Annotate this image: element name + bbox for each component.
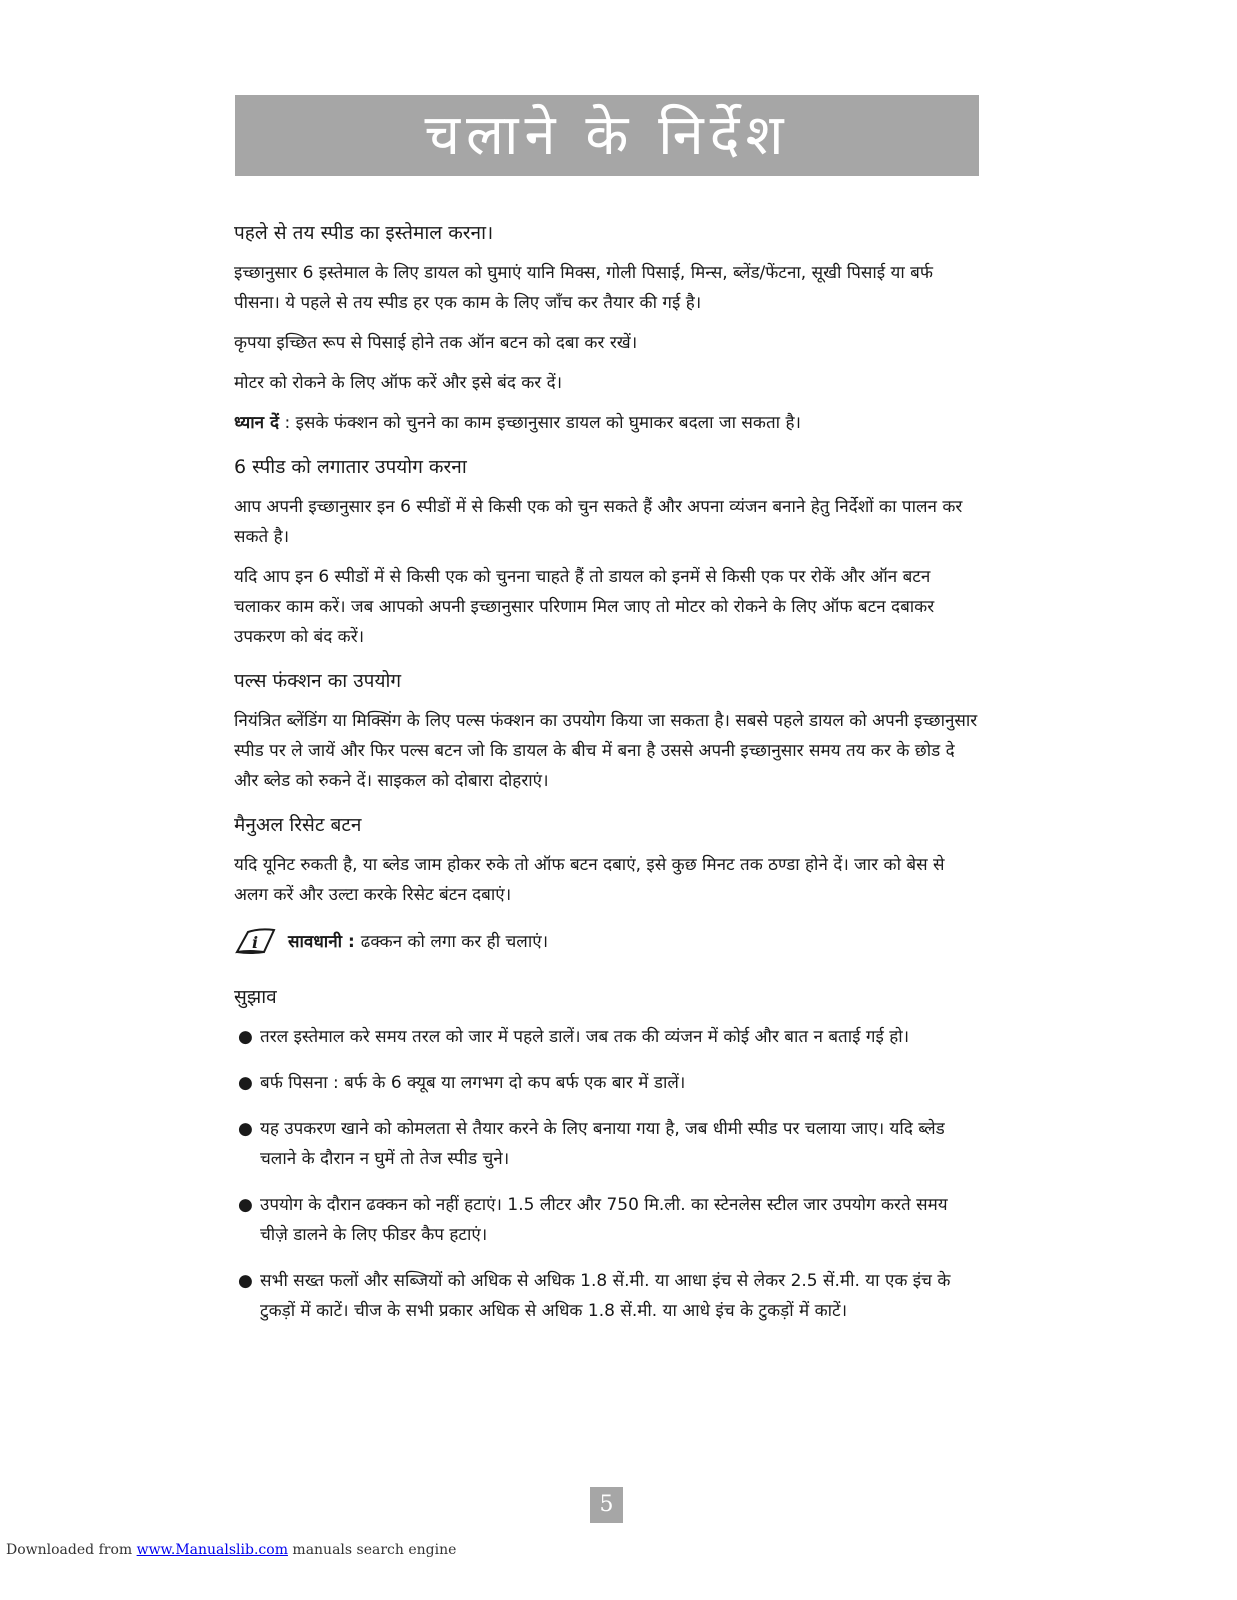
pulse-paragraph-1: नियंत्रित ब्लेंडिंग या मिक्सिंग के लिए पल्स फंक्शन का उपयोग किया जा सकता है। सबसे पहले डायल को अपनी इच्छानुसार स्पीड पर ले जायें और फिर पल्स बटन जो कि डायल के बीच में बना है उससे अपनी इच्छानुसार समय तय कर के छोड दे और ब्लेड को रुकने दें। साइकल को दोबारा दोहराएं। xyxy=(234,711,978,791)
note-text: : इसके फंक्शन को चुनने का काम इच्छानुसार डायल को घुमाकर बदला जा सकता है। xyxy=(279,413,801,433)
main-content xyxy=(234,218,979,1342)
section-heading-preset: पहले से तय स्पीड का इस्तेमाल करना। xyxy=(234,222,494,244)
preset-paragraph-2: कृपया इच्छित रूप से पिसाई होने तक ऑन बटन को दबा कर रखें। xyxy=(234,333,638,353)
note-label: ध्यान दें xyxy=(234,413,280,433)
tip-text: तरल इस्तेमाल करे समय तरल को जार में पहले डालें। जब तक की व्यंजन में कोई और बात न बताई गई हो। xyxy=(260,1027,910,1047)
caution-label: सावधानी : xyxy=(288,932,355,952)
bullet-icon: ● xyxy=(238,1119,253,1139)
page-title: चलाने के निर्देश xyxy=(424,103,790,168)
reset-paragraph-1: यदि यूनिट रुकती है, या ब्लेड जाम होकर रुके तो ऑफ बटन दबाएं, इसे कुछ मिनट तक ठण्डा होने दें। जार को बेस से अलग करें और उल्टा करके रिसेट बंटन दबाएं। xyxy=(234,855,945,905)
tips-list xyxy=(234,1022,979,1326)
caution-note xyxy=(234,924,979,960)
list-item xyxy=(234,1022,979,1052)
caution-text: ढक्कन को लगा कर ही चलाएं। xyxy=(360,932,549,952)
footer-suffix: manuals search engine xyxy=(287,1542,457,1558)
title-banner xyxy=(235,95,979,176)
section-heading-reset: मैनुअल रिसेट बटन xyxy=(234,814,362,836)
section-heading-tips: सुझाव xyxy=(234,986,277,1008)
page-number: 5 xyxy=(590,1487,623,1523)
bullet-icon: ● xyxy=(238,1027,253,1047)
svg-text:i: i xyxy=(252,933,259,952)
preset-note xyxy=(234,408,979,438)
preset-paragraph-3: मोटर को रोकने के लिए ऑफ करें और इसे बंद कर दें। xyxy=(234,373,563,393)
list-item xyxy=(234,1068,979,1098)
section-heading-continuous: 6 स्पीड को लगातार उपयोग करना xyxy=(234,456,467,478)
tip-text: बर्फ पिसना : बर्फ के 6 क्यूब या लगभग दो कप बर्फ एक बार में डालें। xyxy=(260,1073,686,1093)
preset-paragraph-1: इच्छानुसार 6 इस्तेमाल के लिए डायल को घुमाएं यानि मिक्स, गोली पिसाई, मिन्स, ब्लेंड/फेंटना, सूखी पिसाई या बर्फ पीसना। ये पहले से तय स्पीड हर एक काम के लिए जाँच कर तैयार की गई है। xyxy=(234,263,933,313)
bullet-icon: ● xyxy=(238,1073,253,1093)
bullet-icon: ● xyxy=(238,1271,253,1291)
tip-text: सभी सख्त फलों और सब्जियों को अधिक से अधिक 1.8 सें.मी. या आधा इंच से लेकर 2.5 सें.मी. या एक इंच के टुकड़ों में काटें। चीज के सभी प्रकार अधिक से अधिक 1.8 सें.मी. या आधे इंच के टुकड़ों में काटें। xyxy=(260,1271,951,1321)
list-item xyxy=(234,1114,979,1174)
section-heading-pulse: पल्स फंक्शन का उपयोग xyxy=(234,670,402,692)
tip-text: उपयोग के दौरान ढक्कन को नहीं हटाएं। 1.5 लीटर और 750 मि.ली. का स्टेनलेस स्टील जार उपयोग करते समय चीज़े डालने के लिए फीडर कैप हटाएं। xyxy=(260,1195,948,1245)
info-book-icon xyxy=(234,924,284,960)
list-item xyxy=(234,1190,979,1250)
continuous-paragraph-2: यदि आप इन 6 स्पीडों में से किसी एक को चुनना चाहते हैं तो डायल को इनमें से किसी एक पर रोकें और ऑन बटन चलाकर काम करें। जब आपको अपनी इच्छानुसार परिणाम मिल जाए तो मोटर को रोकने के लिए ऑफ बटन दबाकर उपकरण को बंद करें। xyxy=(234,567,935,647)
tip-text: यह उपकरण खाने को कोमलता से तैयार करने के लिए बनाया गया है, जब धीमी स्पीड पर चलाया जाए। यदि ब्लेड चलाने के दौरान न घुमें तो तेज स्पीड चुने। xyxy=(260,1119,945,1169)
footer xyxy=(6,1542,456,1558)
manualslib-link[interactable]: www.Manualslib.com xyxy=(136,1542,288,1558)
bullet-icon: ● xyxy=(238,1195,253,1215)
footer-prefix: Downloaded from xyxy=(6,1542,137,1558)
list-item xyxy=(234,1266,979,1326)
continuous-paragraph-1: आप अपनी इच्छानुसार इन 6 स्पीडों में से किसी एक को चुन सकते हैं और अपना व्यंजन बनाने हेतु निर्देशों का पालन कर सकते है। xyxy=(234,497,963,547)
